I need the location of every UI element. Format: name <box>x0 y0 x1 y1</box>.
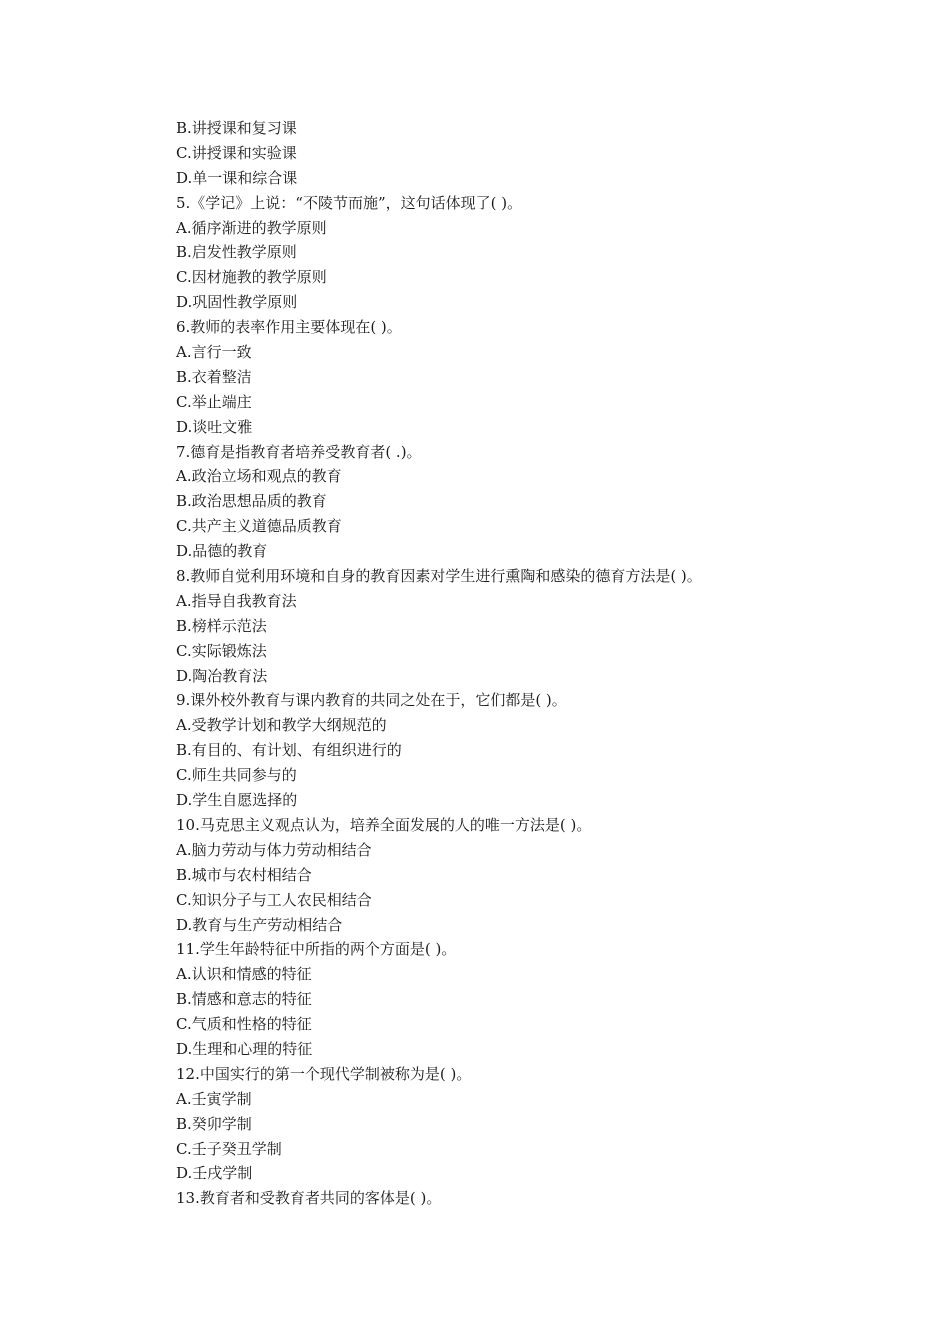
option-line: D.教育与生产劳动相结合 <box>176 915 343 934</box>
question-line: 6.教师的表率作用主要体现在( )。 <box>176 318 402 337</box>
option-line: C.因材施教的教学原则 <box>176 268 327 287</box>
option-line: A.循序渐进的教学原则 <box>176 218 327 237</box>
question-line: 12.中国实行的第一个现代学制被称为是( )。 <box>176 1064 472 1083</box>
option-line: B.榜样示范法 <box>176 616 267 635</box>
option-line: A.脑力劳动与体力劳动相结合 <box>176 840 372 859</box>
option-line: B.城市与农村相结合 <box>176 865 312 884</box>
option-line: D.壬戌学制 <box>176 1164 253 1183</box>
question-line: 13.教育者和受教育者共同的客体是( )。 <box>176 1189 442 1208</box>
question-line: 5.《学记》上说：“不陵节而施”，这句话体现了( )。 <box>176 193 523 212</box>
question-line: 9.课外校外教育与课内教育的共同之处在于，它们都是( )。 <box>176 691 567 710</box>
option-line: B.情感和意志的特征 <box>176 990 312 1009</box>
option-line: D.陶冶教育法 <box>176 666 268 685</box>
option-line: C.讲授课和实验课 <box>176 143 297 162</box>
option-line: C.共产主义道德品质教育 <box>176 517 342 536</box>
option-line: D.生理和心理的特征 <box>176 1039 313 1058</box>
option-line: A.政治立场和观点的教育 <box>176 467 342 486</box>
option-line: B.启发性教学原则 <box>176 243 297 262</box>
option-line: B.癸卯学制 <box>176 1114 252 1133</box>
option-line: D.巩固性教学原则 <box>176 293 298 312</box>
option-line: C.师生共同参与的 <box>176 766 297 785</box>
question-line: 11.学生年龄特征中所指的两个方面是( )。 <box>176 940 457 959</box>
option-line: C.知识分子与工人农民相结合 <box>176 890 372 909</box>
question-line: 10.马克思主义观点认为，培养全面发展的人的唯一方法是( )。 <box>176 815 592 834</box>
option-line: A.言行一致 <box>176 343 252 362</box>
option-line: A.指导自我教育法 <box>176 591 297 610</box>
document-page <box>176 116 916 1211</box>
option-line: D.学生自愿选择的 <box>176 791 298 810</box>
option-line: B.有目的、有计划、有组织进行的 <box>176 741 402 760</box>
option-line: A.认识和情感的特征 <box>176 965 312 984</box>
option-line: B.衣着整洁 <box>176 367 252 386</box>
question-line: 8.教师自觉利用环境和自身的教育因素对学生进行熏陶和感染的德育方法是( )。 <box>176 567 702 586</box>
option-line: A.受教学计划和教学大纲规范的 <box>176 716 387 735</box>
question-line: 7.德育是指教育者培养受教育者( .)。 <box>176 442 422 461</box>
option-line: B.政治思想品质的教育 <box>176 492 327 511</box>
option-line: C.气质和性格的特征 <box>176 1015 312 1034</box>
option-line: D.谈吐文雅 <box>176 417 253 436</box>
option-line: C.壬子癸丑学制 <box>176 1139 282 1158</box>
option-line: B.讲授课和复习课 <box>176 119 297 137</box>
option-line: D.品德的教育 <box>176 542 268 561</box>
option-line: A.壬寅学制 <box>176 1089 252 1108</box>
option-line: C.举止端庄 <box>176 392 252 411</box>
option-line: C.实际锻炼法 <box>176 641 267 660</box>
option-line: D.单一课和综合课 <box>176 168 298 187</box>
